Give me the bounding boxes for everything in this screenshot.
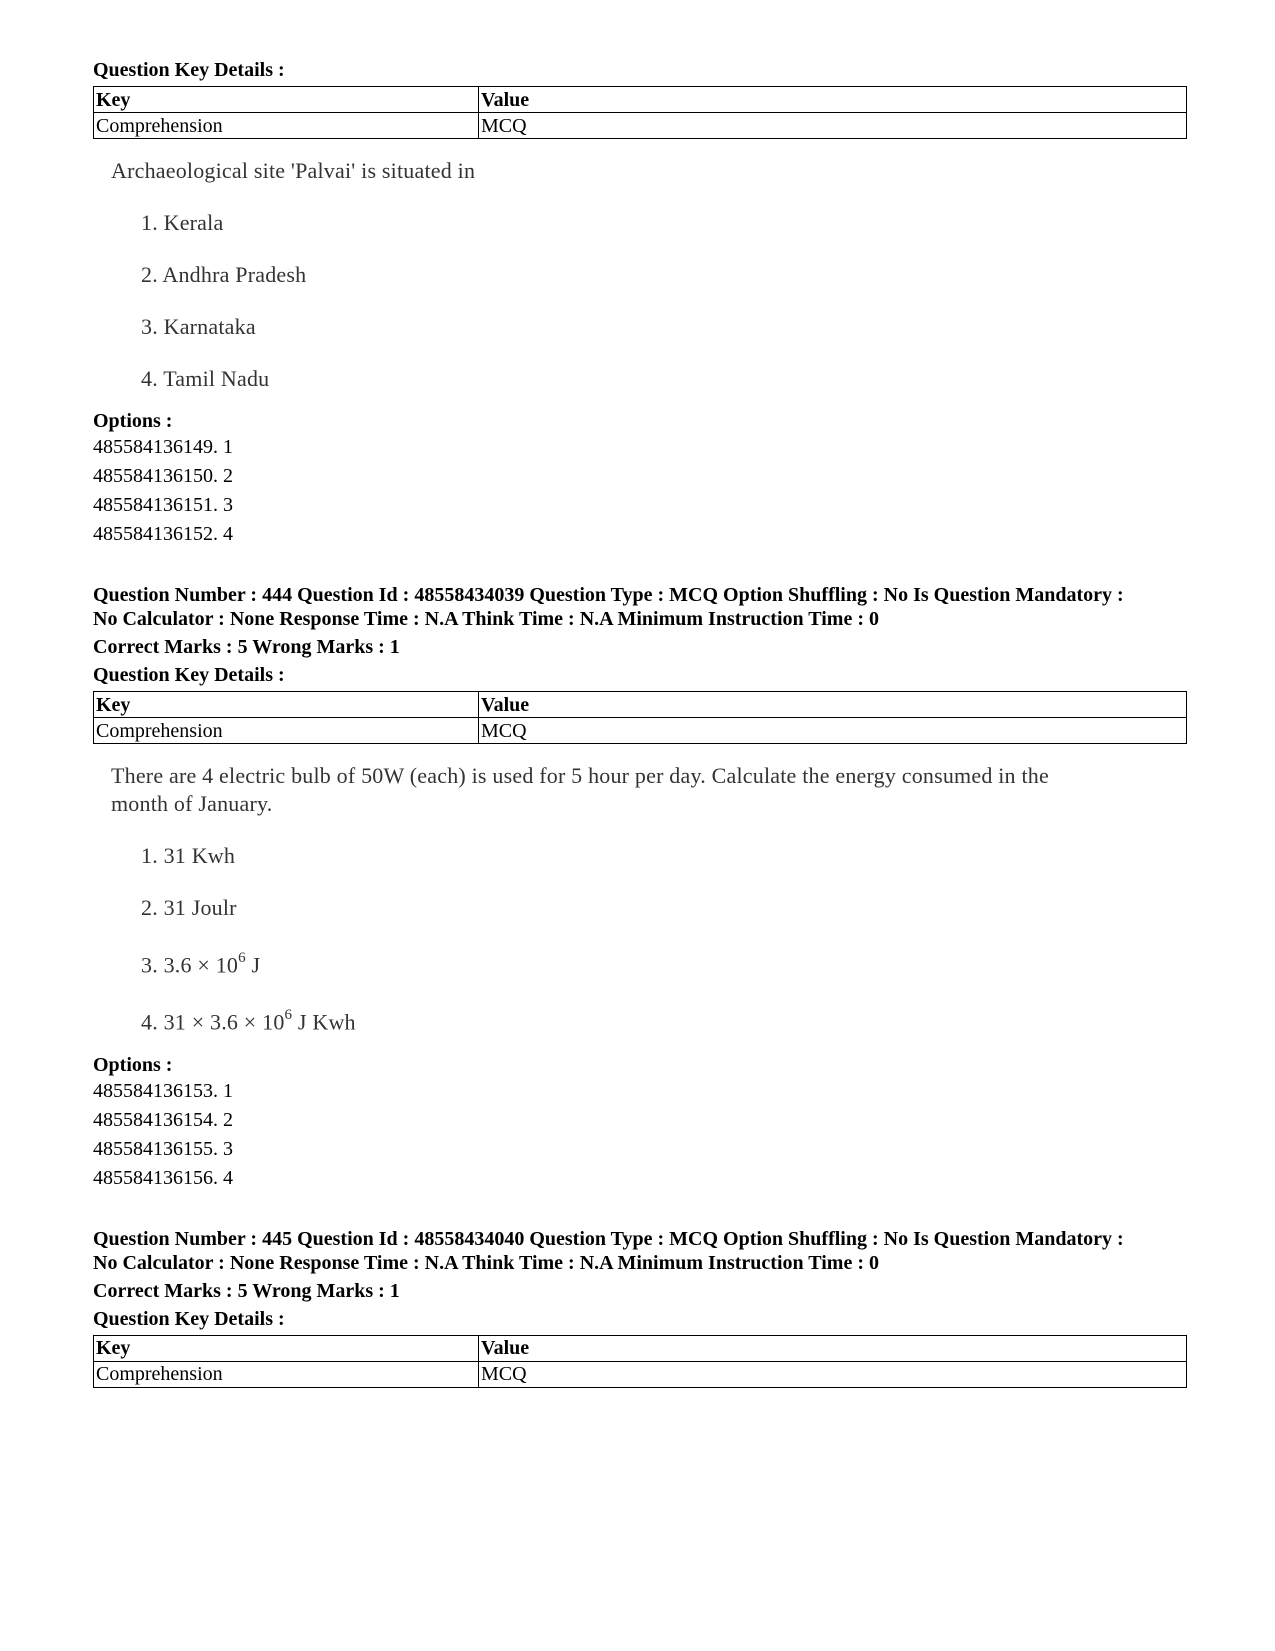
choice-text: 3. 3.6 × 10 [141,952,239,978]
choice-item: 4. Tamil Nadu [141,366,270,391]
question-section-445 [93,1227,1187,1388]
table-cell-key: Comprehension [94,113,479,139]
key-details-table [93,1335,1187,1388]
question-choices [93,842,1187,1037]
option-line: 485584136152. 4 [93,523,233,545]
table-cell-value: MCQ [479,718,1187,744]
table-header-key: Key [94,1335,479,1361]
table-header-value: Value [479,1335,1187,1361]
key-details-table [93,86,1187,139]
question-text [111,762,1111,818]
question-meta-line: Question Number : 445 Question Id : 48558434040 Question Type : MCQ Option Shuffling : No Is Question Mandatory : [93,1227,1124,1250]
choice-text: J Kwh [292,1009,356,1035]
table-header-key: Key [94,692,479,718]
key-details-label: Question Key Details : [93,664,285,686]
choice-item: 1. 31 Kwh [141,843,236,868]
question-text-line: There are 4 electric bulb of 50W (each) is used for 5 hour per day. Calculate the energy consumed in the [111,763,1049,788]
table-header-row [94,1335,1187,1361]
choice-item [141,1003,1187,1036]
table-cell-value: MCQ [479,113,1187,139]
question-image [93,762,1187,1037]
question-image [93,157,1187,393]
document-page [93,58,1187,1388]
table-header-value: Value [479,87,1187,113]
question-section-443 [93,58,1187,549]
choice-text: J [245,952,261,978]
question-choices [93,209,1187,393]
option-line: 485584136155. 3 [93,1137,233,1160]
choice-item: 1. Kerala [141,210,224,235]
question-text-line: month of January. [111,791,273,816]
choice-exponent: 6 [284,1007,293,1024]
option-line: 485584136151. 3 [93,494,233,516]
choice-item [141,946,1187,979]
table-header-key: Key [94,87,479,113]
choice-item: 3. Karnataka [141,314,256,339]
table-header-row [94,87,1187,113]
key-details-label: Question Key Details : [93,59,285,81]
table-cell-key: Comprehension [94,1361,479,1387]
options-label: Options : [93,1053,173,1076]
table-cell-value: MCQ [479,1361,1187,1387]
question-text: Archaeological site 'Palvai' is situated in [111,158,476,183]
marks-line: Correct Marks : 5 Wrong Marks : 1 [93,636,400,658]
question-section-444 [93,583,1187,1193]
choice-item: 2. Andhra Pradesh [141,262,307,287]
options-label: Options : [93,410,173,432]
table-cell-key: Comprehension [94,718,479,744]
question-meta-line: No Calculator : None Response Time : N.A Think Time : N.A Minimum Instruction Time : 0 [93,1251,879,1274]
table-header-value: Value [479,692,1187,718]
table-row [94,1361,1187,1387]
table-row [94,113,1187,139]
choice-exponent: 6 [238,950,246,966]
option-line: 485584136154. 2 [93,1108,233,1131]
key-details-label: Question Key Details : [93,1307,285,1330]
question-meta-line: No Calculator : None Response Time : N.A Think Time : N.A Minimum Instruction Time : 0 [93,608,879,630]
choice-item: 2. 31 Joulr [141,895,237,920]
choice-text: 4. 31 × 3.6 × 10 [141,1009,285,1035]
option-line: 485584136153. 1 [93,1079,233,1102]
option-line: 485584136150. 2 [93,465,233,487]
table-header-row [94,692,1187,718]
question-meta-line: Question Number : 444 Question Id : 48558434039 Question Type : MCQ Option Shuffling : No Is Question Mandatory : [93,584,1124,606]
option-line: 485584136149. 1 [93,436,233,458]
marks-line: Correct Marks : 5 Wrong Marks : 1 [93,1279,400,1302]
table-row [94,718,1187,744]
option-line: 485584136156. 4 [93,1166,233,1189]
key-details-table [93,691,1187,744]
